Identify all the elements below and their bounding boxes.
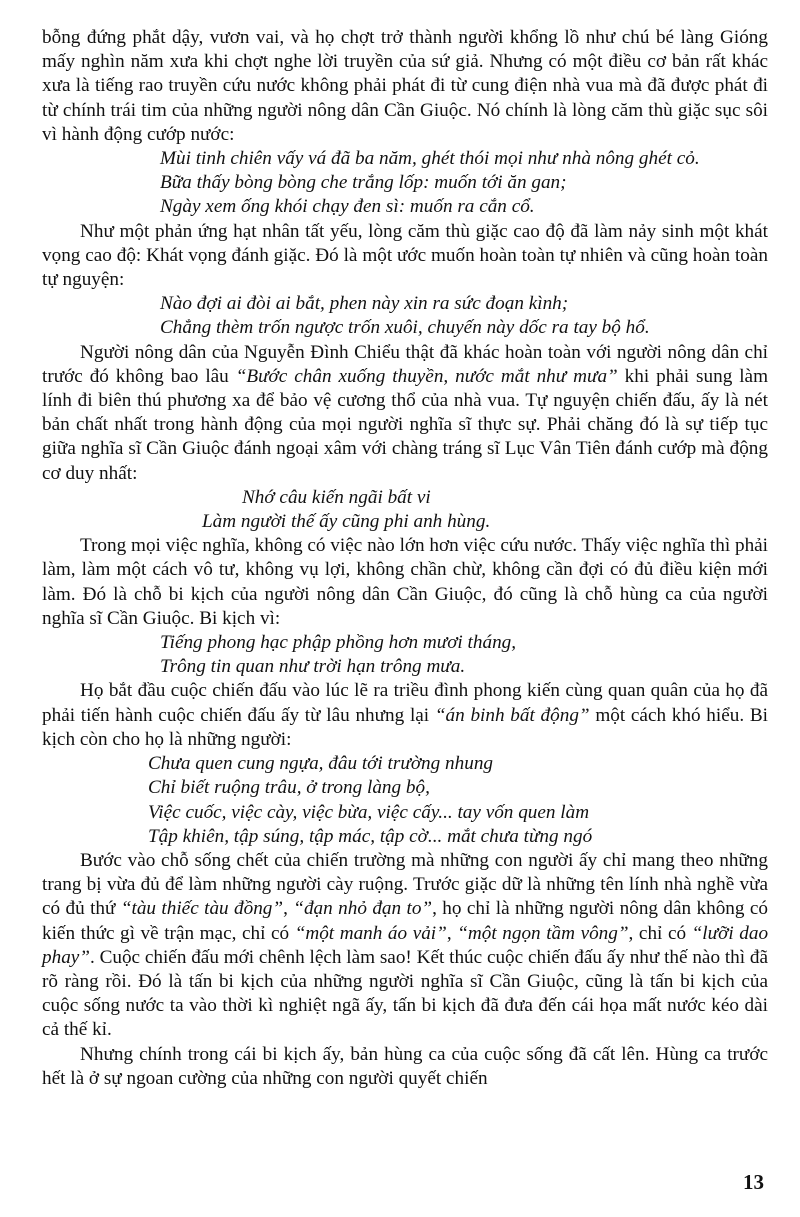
paragraph-text: , [446,922,458,944]
verse-block-2 [42,292,768,340]
paragraph-text: Người nông dân của Nguyễn Đình Chiểu thật đã khác hoàn toàn với người nông dân chỉ trước đó không bao lâu [42,341,768,387]
paragraph-3 [42,341,768,486]
quote: “một ngọn tầm vông” [457,922,629,944]
verse-line: Nào đợi ai đòi ai bắt, phen này xin ra sức đoạn kình; [160,293,569,315]
verse-block-5 [42,752,768,849]
page-body [42,26,768,1091]
quote: “một manh áo vải” [294,922,447,944]
verse-line: Nhớ câu kiến ngãi bất vi [242,486,431,508]
paragraph-5 [42,679,768,752]
paragraph-4: Trong mọi việc nghĩa, không có việc nào lớn hơn việc cứu nước. Thấy việc nghĩa thì phải làm, làm một cách vô tư, không vụ lợi, không chần chừ, không cần đợi có đủ điều kiện mới làm. Đó là chỗ bi kịch của người nông dân Cần Giuộc, đó cũng là chỗ hùng ca của người nghĩa sĩ Cần Giuộc. Bi kịch vì: [42,535,769,629]
verse-line: Chẳng thèm trốn ngược trốn xuôi, chuyến này dốc ra tay bộ hổ. [160,317,650,339]
paragraph-2: Như một phản ứng hạt nhân tất yếu, lòng căm thù giặc cao độ đã làm nảy sinh một khát vọng cao độ: Khát vọng đánh giặc. Đó là một ước muốn hoàn toàn tự nhiên và cũng hoàn toàn tự nguyện: [42,220,768,291]
verse-line: Chỉ biết ruộng trâu, ở trong làng bộ, [148,777,430,799]
verse-line: Mùi tinh chiên vấy vá đã ba năm, ghét thói mọi như nhà nông ghét cỏ. [160,148,700,170]
paragraph-7: Nhưng chính trong cái bi kịch ấy, bản hùng ca của cuộc sống đã cất lên. Hùng ca trước hết là ở sự ngoan cường của những con người quyết chiến [42,1043,768,1089]
paragraph-text: , chỉ có [628,922,692,944]
paragraph-text: , [283,898,294,920]
paragraph-text: . Cuộc chiến đấu mới chênh lệch làm sao! Kết thúc cuộc chiến đấu ấy như thế nào thì đã rõ ràng rồi. Đó là tấn bi kịch của những người nghĩa sĩ Cần Giuộc, cũng là tấn bi kịch của cuộc sống nước ta vào thời kì nghiệt ngã ấy, tấn bi kịch đã đưa đến cái họa mất nước kéo dài cả thế kỉ. [42,946,768,1041]
verse-block-1 [42,147,768,220]
verse-line: Trông tin quan như trời hạn trông mưa. [160,656,466,678]
paragraph-6 [42,849,768,1043]
verse-line: Chưa quen cung ngựa, đâu tới trường nhung [148,753,494,775]
verse-line: Làm người thế ấy cũng phi anh hùng. [202,511,491,533]
quote: “đạn nhỏ đạn to” [293,898,433,920]
verse-line: Tập khiên, tập súng, tập mác, tập cờ... mắt chưa từng ngó [148,825,593,847]
verse-block-4 [42,631,768,679]
paragraph-text: một cách khó hiểu. Bi kịch còn cho họ là những người: [42,704,768,750]
paragraph-text: Họ bắt đầu cuộc chiến đấu vào lúc lẽ ra triều đình phong kiến cùng quan quân của họ đã phải tiến hành cuộc chiến đấu ấy từ lâu nhưng lại [42,680,768,726]
paragraph-text: , họ chỉ là những người nông dân không có kiến thức gì về trận mạc, chỉ có [42,898,768,944]
verse-line: Tiếng phong hạc phập phồng hơn mươi tháng, [160,632,517,654]
verse-line: Việc cuốc, việc cày, việc bừa, việc cấy... tay vốn quen làm [148,801,590,823]
verse-line: Bữa thấy bòng bòng che trắng lốp: muốn tới ăn gan; [160,172,567,194]
quote: “lưỡi dao phay” [42,922,769,968]
quote: “Bước chân xuống thuyền, nước mắt như mưa” [235,365,618,387]
verse-block-3 [42,486,768,534]
paragraph-text: Bước vào chỗ sống chết của chiến trường mà những con người ấy chỉ mang theo những trang bị vừa đủ để làm những người cày ruộng. Trước giặc dữ là những tên lính nhà nghề vừa có đủ thứ [42,849,768,920]
page-number: 13 [743,1170,764,1194]
quote: “án binh bất động” [434,704,590,726]
quote: “tàu thiếc tàu đồng” [120,898,284,920]
paragraph-text: khi phải sung làm lính đi biên thú phương xa để bảo vệ cương thổ của nhà vua. Tự nguyện chiến đấu, ấy là nét bản chất nhất trong hành động của mọi người nghĩa sĩ thực sự. Phải chăng đó là sự tiếp tục giữa nghĩa sĩ Cần Giuộc đánh ngoại xâm với chàng tráng sĩ Lục Vân Tiên đánh cướp mà động cơ duy nhất: [42,365,768,484]
verse-line: Ngày xem ống khói chạy đen sì: muốn ra cắn cổ. [160,196,535,218]
paragraph-1: bỗng đứng phắt dậy, vươn vai, và họ chợt trở thành người khổng lồ như chú bé làng Gióng mấy nghìn năm xưa khi chợt nghe lời truyền của sứ giả. Nhưng có một điều cơ bản rất khác xưa là tiếng rao truyền cứu nước không phải phát đi từ cung điện nhà vua mà đã được phát đi từ chính trái tim của những người nông dân Cần Giuộc. Nó chính là lòng căm thù giặc sục sôi vì hành động cướp nước: [42,27,768,145]
